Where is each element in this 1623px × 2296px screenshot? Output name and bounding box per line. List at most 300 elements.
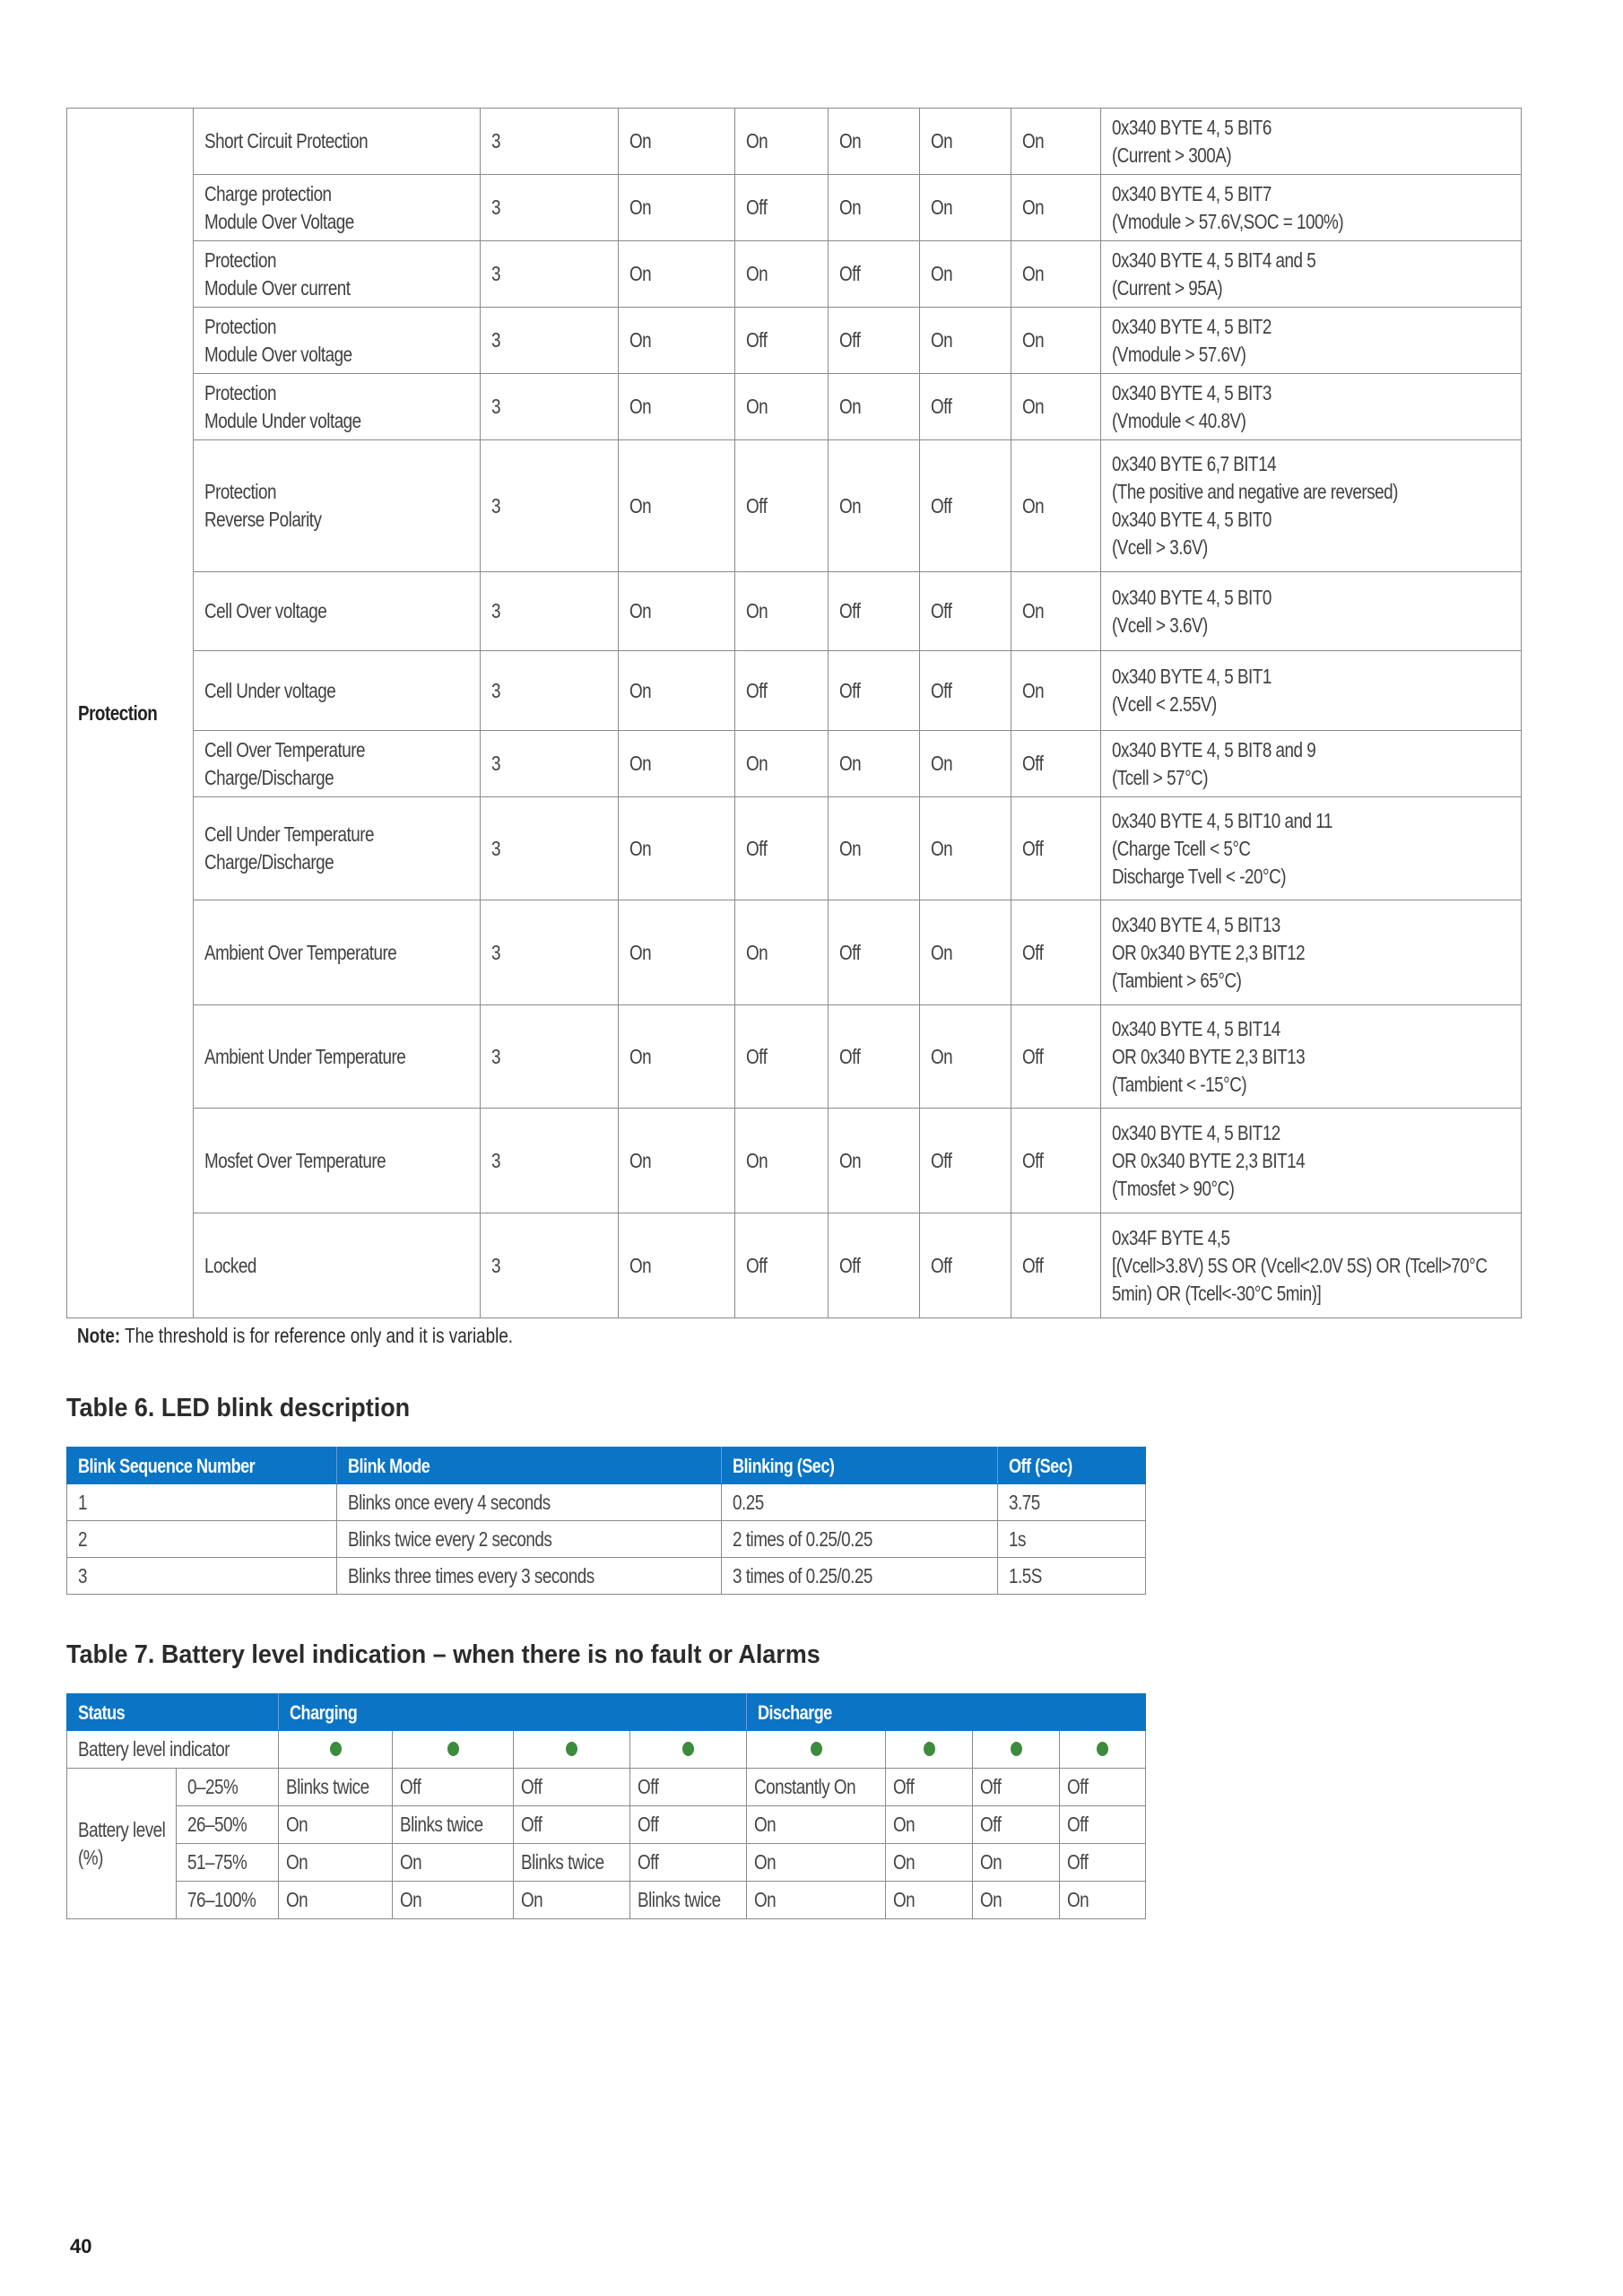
indicator-cell	[393, 1731, 514, 1769]
cell-text: Off	[1067, 1813, 1089, 1836]
cell-text: On	[754, 1888, 777, 1911]
led-state-cell	[1011, 1213, 1101, 1318]
table-row	[67, 1484, 1146, 1521]
led-state-cell	[920, 241, 1011, 308]
table-cell	[337, 1484, 722, 1521]
discharge-cell	[747, 1844, 886, 1882]
led-state-cell	[829, 900, 920, 1005]
text-line: (Tcell > 57°C)	[1112, 765, 1209, 789]
cell-text: On	[893, 1813, 916, 1836]
charging-cell	[279, 1844, 393, 1882]
cell-text: 3	[491, 1253, 501, 1277]
text-line: OR 0x340 BYTE 2,3 BIT14	[1112, 1148, 1306, 1172]
blink-sequence-cell	[481, 1005, 619, 1109]
cell-text: Off	[1067, 1850, 1089, 1874]
led-state-cell	[619, 900, 735, 1005]
led-state-cell	[920, 797, 1011, 900]
charging-cell	[630, 1769, 747, 1806]
led-state-cell	[829, 1109, 920, 1213]
cell-text: On	[629, 493, 652, 517]
text-line: 0x340 BYTE 4, 5 BIT0	[1112, 508, 1271, 531]
led-state-cell	[1011, 241, 1101, 308]
cell-text: On	[746, 752, 768, 775]
fault-name-cell	[194, 572, 481, 651]
cell-text: Off	[521, 1775, 542, 1798]
led-state-cell	[619, 572, 735, 651]
text-line: (Vcell < 2.55V)	[1112, 692, 1217, 716]
range-cell	[177, 1806, 279, 1844]
text-line: (Vcell > 3.6V)	[1112, 535, 1208, 559]
led-state-cell	[735, 651, 829, 731]
table-cell	[722, 1558, 998, 1595]
cell-text: 2	[78, 1526, 88, 1551]
cell-text: On	[1067, 1888, 1089, 1911]
fault-name-cell	[194, 109, 481, 175]
cell-text: On	[839, 836, 862, 860]
cell-text: On	[1022, 129, 1045, 152]
cell-text: On	[629, 678, 652, 702]
cell-text: Off	[638, 1813, 659, 1836]
blink-sequence-cell	[481, 731, 619, 797]
discharge-cell	[886, 1882, 973, 1919]
cell-text: On	[746, 1148, 768, 1172]
cell-text: 3	[491, 493, 501, 517]
led-state-cell	[1011, 900, 1101, 1005]
table-cell	[337, 1558, 722, 1595]
header-discharge	[747, 1694, 1146, 1731]
cell-text: On	[629, 752, 652, 775]
text-line: Charge protection	[204, 181, 332, 205]
text-line: Protection	[204, 248, 277, 272]
led-state-cell	[619, 374, 735, 440]
text-line: (Tambient > 65°C)	[1112, 968, 1242, 992]
table-row	[67, 1769, 1146, 1806]
cell-text: Off	[746, 678, 768, 702]
led-state-cell	[1011, 374, 1101, 440]
group-label-cell	[67, 109, 194, 1318]
table-header-row	[67, 1448, 1146, 1484]
led-state-cell	[735, 175, 829, 241]
indicator-cell	[630, 1731, 747, 1769]
cell-text: On	[931, 129, 953, 152]
cell-text: On	[629, 129, 652, 152]
text-line: (Current > 95A)	[1112, 275, 1223, 300]
cell-text: Off	[839, 1253, 861, 1277]
table-row	[67, 1521, 1146, 1558]
led-state-cell	[1011, 109, 1101, 175]
condition-cell	[1101, 731, 1522, 797]
blink-sequence-cell	[481, 572, 619, 651]
cell-text: 26–50%	[187, 1813, 247, 1836]
cell-text: Off	[980, 1813, 1002, 1836]
cell-text: Off	[746, 196, 768, 219]
charging-cell	[393, 1844, 514, 1882]
cell-text: On	[746, 599, 768, 622]
column-header	[998, 1448, 1146, 1484]
text-line: Module Over current	[204, 275, 351, 300]
led-state-cell	[619, 1213, 735, 1318]
led-state-cell	[619, 731, 735, 797]
text-line: Battery level	[78, 1817, 166, 1841]
range-cell	[177, 1769, 279, 1806]
discharge-cell	[747, 1806, 886, 1844]
cell-text: Off	[931, 1253, 952, 1277]
led-state-cell	[619, 1109, 735, 1213]
indicator-label	[67, 1731, 279, 1769]
table-row	[67, 651, 1522, 731]
text-line: 0x340 BYTE 4, 5 BIT13	[1112, 912, 1280, 936]
text-line: Cell Over voltage	[204, 599, 327, 622]
discharge-cell	[747, 1882, 886, 1919]
led-dot-icon	[330, 1742, 342, 1756]
led-state-cell	[735, 797, 829, 900]
cell-text: On	[629, 599, 652, 622]
fault-name-cell	[194, 175, 481, 241]
led-state-cell	[1011, 731, 1101, 797]
led-state-cell	[619, 109, 735, 175]
discharge-cell	[973, 1769, 1060, 1806]
text-line: 0x340 BYTE 4, 5 BIT4 and 5	[1112, 248, 1316, 272]
led-dot-icon	[924, 1742, 935, 1756]
cell-text: 3	[491, 678, 501, 702]
cell-text: On	[893, 1850, 916, 1874]
text-line: 5min) OR (Tcell<-30°C 5min)]	[1112, 1281, 1322, 1305]
discharge-cell	[1060, 1806, 1146, 1844]
condition-cell	[1101, 175, 1522, 241]
text-line: (Vmodule > 57.6V)	[1112, 342, 1246, 366]
cell-text: On	[1022, 678, 1045, 702]
cell-text: 3	[491, 752, 501, 775]
led-state-cell	[829, 731, 920, 797]
cell-text: On	[931, 196, 953, 219]
cell-text: Off	[638, 1775, 659, 1798]
charging-cell	[393, 1806, 514, 1844]
table-row	[67, 1558, 1146, 1595]
cell-text: Blinks twice	[400, 1813, 483, 1836]
led-state-cell	[619, 308, 735, 374]
cell-text: On	[980, 1850, 1002, 1874]
cell-text: Off	[1022, 1253, 1044, 1277]
cell-text: On	[286, 1813, 308, 1836]
cell-text: Blinks twice	[521, 1850, 604, 1874]
led-state-cell	[735, 731, 829, 797]
battery-level-label	[67, 1769, 177, 1919]
table-cell	[998, 1484, 1146, 1521]
condition-cell	[1101, 241, 1522, 308]
led-state-cell	[920, 109, 1011, 175]
fault-name-cell	[194, 900, 481, 1005]
charging-cell	[630, 1806, 747, 1844]
led-state-cell	[829, 440, 920, 572]
blink-sequence-cell	[481, 175, 619, 241]
range-cell	[177, 1882, 279, 1919]
charging-cell	[514, 1844, 630, 1882]
text-line: Reverse Polarity	[204, 508, 322, 531]
text-line: (%)	[78, 1845, 103, 1869]
table-row	[67, 374, 1522, 440]
condition-cell	[1101, 900, 1522, 1005]
cell-text: 1	[78, 1490, 88, 1514]
table7-title	[66, 1640, 877, 1670]
cell-text: Constantly On	[754, 1775, 856, 1798]
table-cell	[67, 1484, 337, 1521]
cell-text: Off	[1022, 752, 1044, 775]
led-state-cell	[829, 175, 920, 241]
cell-text: Off	[931, 599, 952, 622]
led-state-cell	[1011, 797, 1101, 900]
cell-text: Off	[1067, 1775, 1089, 1798]
cell-text: On	[839, 395, 862, 418]
text-line: 0x340 BYTE 4, 5 BIT10 and 11	[1112, 808, 1332, 832]
fault-name-cell	[194, 374, 481, 440]
text-line: Cell Under Temperature	[204, 822, 375, 846]
cell-text: Blinks twice every 2 seconds	[348, 1526, 552, 1551]
table-cell	[67, 1558, 337, 1595]
cell-text: Blinks twice	[638, 1888, 721, 1911]
table-row	[67, 1005, 1522, 1109]
cell-text: On	[629, 836, 652, 860]
led-state-cell	[735, 109, 829, 175]
cell-text: Off (Sec)	[1009, 1454, 1072, 1477]
cell-text: Table 7. Battery level indication – when there is no fault or Alarms	[66, 1640, 820, 1669]
blink-sequence-cell	[481, 797, 619, 900]
cell-text: Off	[638, 1850, 659, 1874]
condition-cell	[1101, 109, 1522, 175]
indicator-row	[67, 1731, 1146, 1769]
cell-text: 3	[491, 1148, 501, 1172]
cell-text: On	[629, 940, 652, 964]
header-status	[67, 1694, 279, 1731]
cell-text: Blinking (Sec)	[733, 1454, 835, 1477]
condition-cell	[1101, 308, 1522, 374]
text-line: 0x340 BYTE 4, 5 BIT6	[1112, 115, 1271, 139]
cell-text: Off	[746, 1044, 768, 1068]
cell-text: 3	[491, 599, 501, 622]
fault-name-cell	[194, 651, 481, 731]
led-state-cell	[829, 308, 920, 374]
cell-text: Charging	[290, 1700, 358, 1724]
led-state-cell	[920, 440, 1011, 572]
cell-text: Off	[839, 678, 861, 702]
cell-text: On	[893, 1888, 916, 1911]
text-line: (Tambient < -15°C)	[1112, 1072, 1247, 1096]
discharge-cell	[1060, 1769, 1146, 1806]
text-line: (The positive and negative are reversed)	[1112, 480, 1398, 503]
text-line: (Charge Tcell < 5°C	[1112, 836, 1251, 860]
table-note	[77, 1324, 609, 1348]
cell-text: Off	[746, 493, 768, 517]
condition-cell	[1101, 374, 1522, 440]
led-state-cell	[619, 440, 735, 572]
cell-text: On	[931, 752, 953, 775]
cell-text: On	[1022, 599, 1045, 622]
table-row	[67, 1882, 1146, 1919]
cell-text: Blink Sequence Number	[78, 1454, 256, 1477]
cell-text: On	[931, 940, 953, 964]
led-state-cell	[829, 1213, 920, 1318]
text-line: (Vmodule < 40.8V)	[1112, 408, 1246, 432]
led-state-cell	[1011, 1109, 1101, 1213]
cell-text: Off	[1022, 1044, 1044, 1068]
cell-text: On	[839, 493, 862, 517]
text-line: Discharge Tvell < -20°C)	[1112, 864, 1287, 888]
cell-text: On	[1022, 493, 1045, 517]
cell-text: On	[1022, 262, 1045, 285]
table-row	[67, 1844, 1146, 1882]
discharge-cell	[886, 1844, 973, 1882]
led-state-cell	[829, 572, 920, 651]
cell-text: On	[839, 1148, 862, 1172]
led-state-cell	[735, 1005, 829, 1109]
indicator-cell	[747, 1731, 886, 1769]
cell-text: Off	[893, 1775, 915, 1798]
table-row	[67, 797, 1522, 900]
cell-text: Blink Mode	[348, 1454, 430, 1477]
text-line: 0x340 BYTE 4, 5 BIT1	[1112, 665, 1271, 688]
cell-text: On	[839, 196, 862, 219]
fault-name-cell	[194, 1005, 481, 1109]
cell-text: Off	[839, 599, 861, 622]
cell-text: 2 times of 0.25/0.25	[733, 1526, 872, 1551]
table-row	[67, 175, 1522, 241]
cell-text: On	[286, 1850, 308, 1874]
led-state-cell	[920, 1005, 1011, 1109]
cell-text: On	[629, 395, 652, 418]
cell-text: Off	[746, 1253, 768, 1277]
condition-cell	[1101, 440, 1522, 572]
cell-text: On	[931, 836, 953, 860]
text-line: Module Over Voltage	[204, 209, 354, 233]
charging-cell	[279, 1769, 393, 1806]
cell-text: 3 times of 0.25/0.25	[733, 1563, 872, 1587]
led-state-cell	[619, 651, 735, 731]
cell-text: On	[839, 129, 862, 152]
cell-text: On	[1022, 196, 1045, 219]
table-row	[67, 1213, 1522, 1318]
led-state-cell	[920, 374, 1011, 440]
cell-text: On	[1022, 395, 1045, 418]
led-dot-icon	[811, 1742, 822, 1756]
led-state-cell	[619, 175, 735, 241]
text-line: OR 0x340 BYTE 2,3 BIT12	[1112, 940, 1306, 964]
led-state-cell	[829, 109, 920, 175]
text-line: Short Circuit Protection	[204, 129, 369, 152]
cell-text: Off	[931, 395, 952, 418]
table-row	[67, 241, 1522, 308]
cell-text: On	[746, 395, 768, 418]
text-line: 0x340 BYTE 4, 5 BIT0	[1112, 585, 1271, 609]
discharge-cell	[886, 1806, 973, 1844]
discharge-cell	[973, 1844, 1060, 1882]
cell-text: On	[754, 1850, 777, 1874]
cell-text: 0–25%	[187, 1775, 239, 1798]
cell-text: Off	[839, 1044, 861, 1068]
text-line: 0x340 BYTE 4, 5 BIT8 and 9	[1112, 737, 1316, 761]
led-state-cell	[829, 797, 920, 900]
discharge-cell	[886, 1769, 973, 1806]
text-line: 0x340 BYTE 6,7 BIT14	[1112, 452, 1277, 475]
led-state-cell	[735, 374, 829, 440]
cell-text: Status	[78, 1700, 126, 1724]
cell-text: On	[629, 328, 652, 352]
text-line: 0x340 BYTE 4, 5 BIT12	[1112, 1120, 1280, 1144]
table-row	[67, 1109, 1522, 1213]
blink-sequence-cell	[481, 241, 619, 308]
page-number: 40	[70, 2235, 92, 2257]
cell-text: 3	[491, 836, 501, 860]
condition-cell	[1101, 572, 1522, 651]
cell-text: 3	[78, 1563, 88, 1587]
charging-cell	[279, 1882, 393, 1919]
table-row	[67, 109, 1522, 175]
cell-text: On	[839, 752, 862, 775]
fault-name-cell	[194, 731, 481, 797]
led-state-cell	[920, 651, 1011, 731]
led-state-cell	[619, 241, 735, 308]
column-header	[337, 1448, 722, 1484]
text-line: 0x340 BYTE 4, 5 BIT2	[1112, 314, 1271, 338]
cell-text: Off	[839, 262, 861, 285]
table-row	[67, 900, 1522, 1005]
text-line: (Vcell > 3.6V)	[1112, 613, 1208, 637]
text-line: Charge/Discharge	[204, 765, 334, 789]
blink-sequence-cell	[481, 1109, 619, 1213]
text-line: (Current > 300A)	[1112, 143, 1232, 167]
text-line: Module Under voltage	[204, 408, 361, 432]
charging-cell	[630, 1882, 747, 1919]
text-line: Locked	[204, 1253, 256, 1277]
led-state-cell	[829, 241, 920, 308]
cell-text	[77, 1324, 513, 1348]
fault-name-cell	[194, 1213, 481, 1318]
cell-text: On	[629, 196, 652, 219]
charging-cell	[393, 1769, 514, 1806]
led-state-cell	[920, 175, 1011, 241]
indicator-cell	[1060, 1731, 1146, 1769]
column-header	[722, 1448, 998, 1484]
indicator-cell	[514, 1731, 630, 1769]
led-state-cell	[1011, 1005, 1101, 1109]
cell-text: Off	[931, 678, 952, 702]
led-state-cell	[735, 1213, 829, 1318]
led-state-cell	[1011, 440, 1101, 572]
text-line: Cell Under voltage	[204, 678, 336, 702]
text-line: Protection	[204, 380, 277, 404]
text-line: (Vmodule > 57.6V,SOC = 100%)	[1112, 209, 1344, 233]
led-state-cell	[829, 651, 920, 731]
text-line: Module Over voltage	[204, 342, 352, 366]
cell-text: On	[629, 1148, 652, 1172]
cell-text: On	[400, 1888, 422, 1911]
table-cell	[337, 1521, 722, 1558]
led-state-cell	[735, 308, 829, 374]
table6-title	[66, 1394, 436, 1423]
indicator-cell	[279, 1731, 393, 1769]
text-line: Ambient Under Temperature	[204, 1044, 406, 1068]
led-state-cell	[829, 1005, 920, 1109]
cell-text: 3	[491, 1044, 501, 1068]
charging-cell	[514, 1806, 630, 1844]
condition-cell	[1101, 651, 1522, 731]
cell-text: On	[931, 262, 953, 285]
led-dot-icon	[1011, 1742, 1022, 1756]
cell-text: Blinks twice	[286, 1775, 369, 1798]
led-state-cell	[735, 900, 829, 1005]
led-state-cell	[735, 241, 829, 308]
condition-cell	[1101, 1213, 1522, 1318]
table-row	[67, 440, 1522, 572]
cell-text: Off	[400, 1775, 421, 1798]
